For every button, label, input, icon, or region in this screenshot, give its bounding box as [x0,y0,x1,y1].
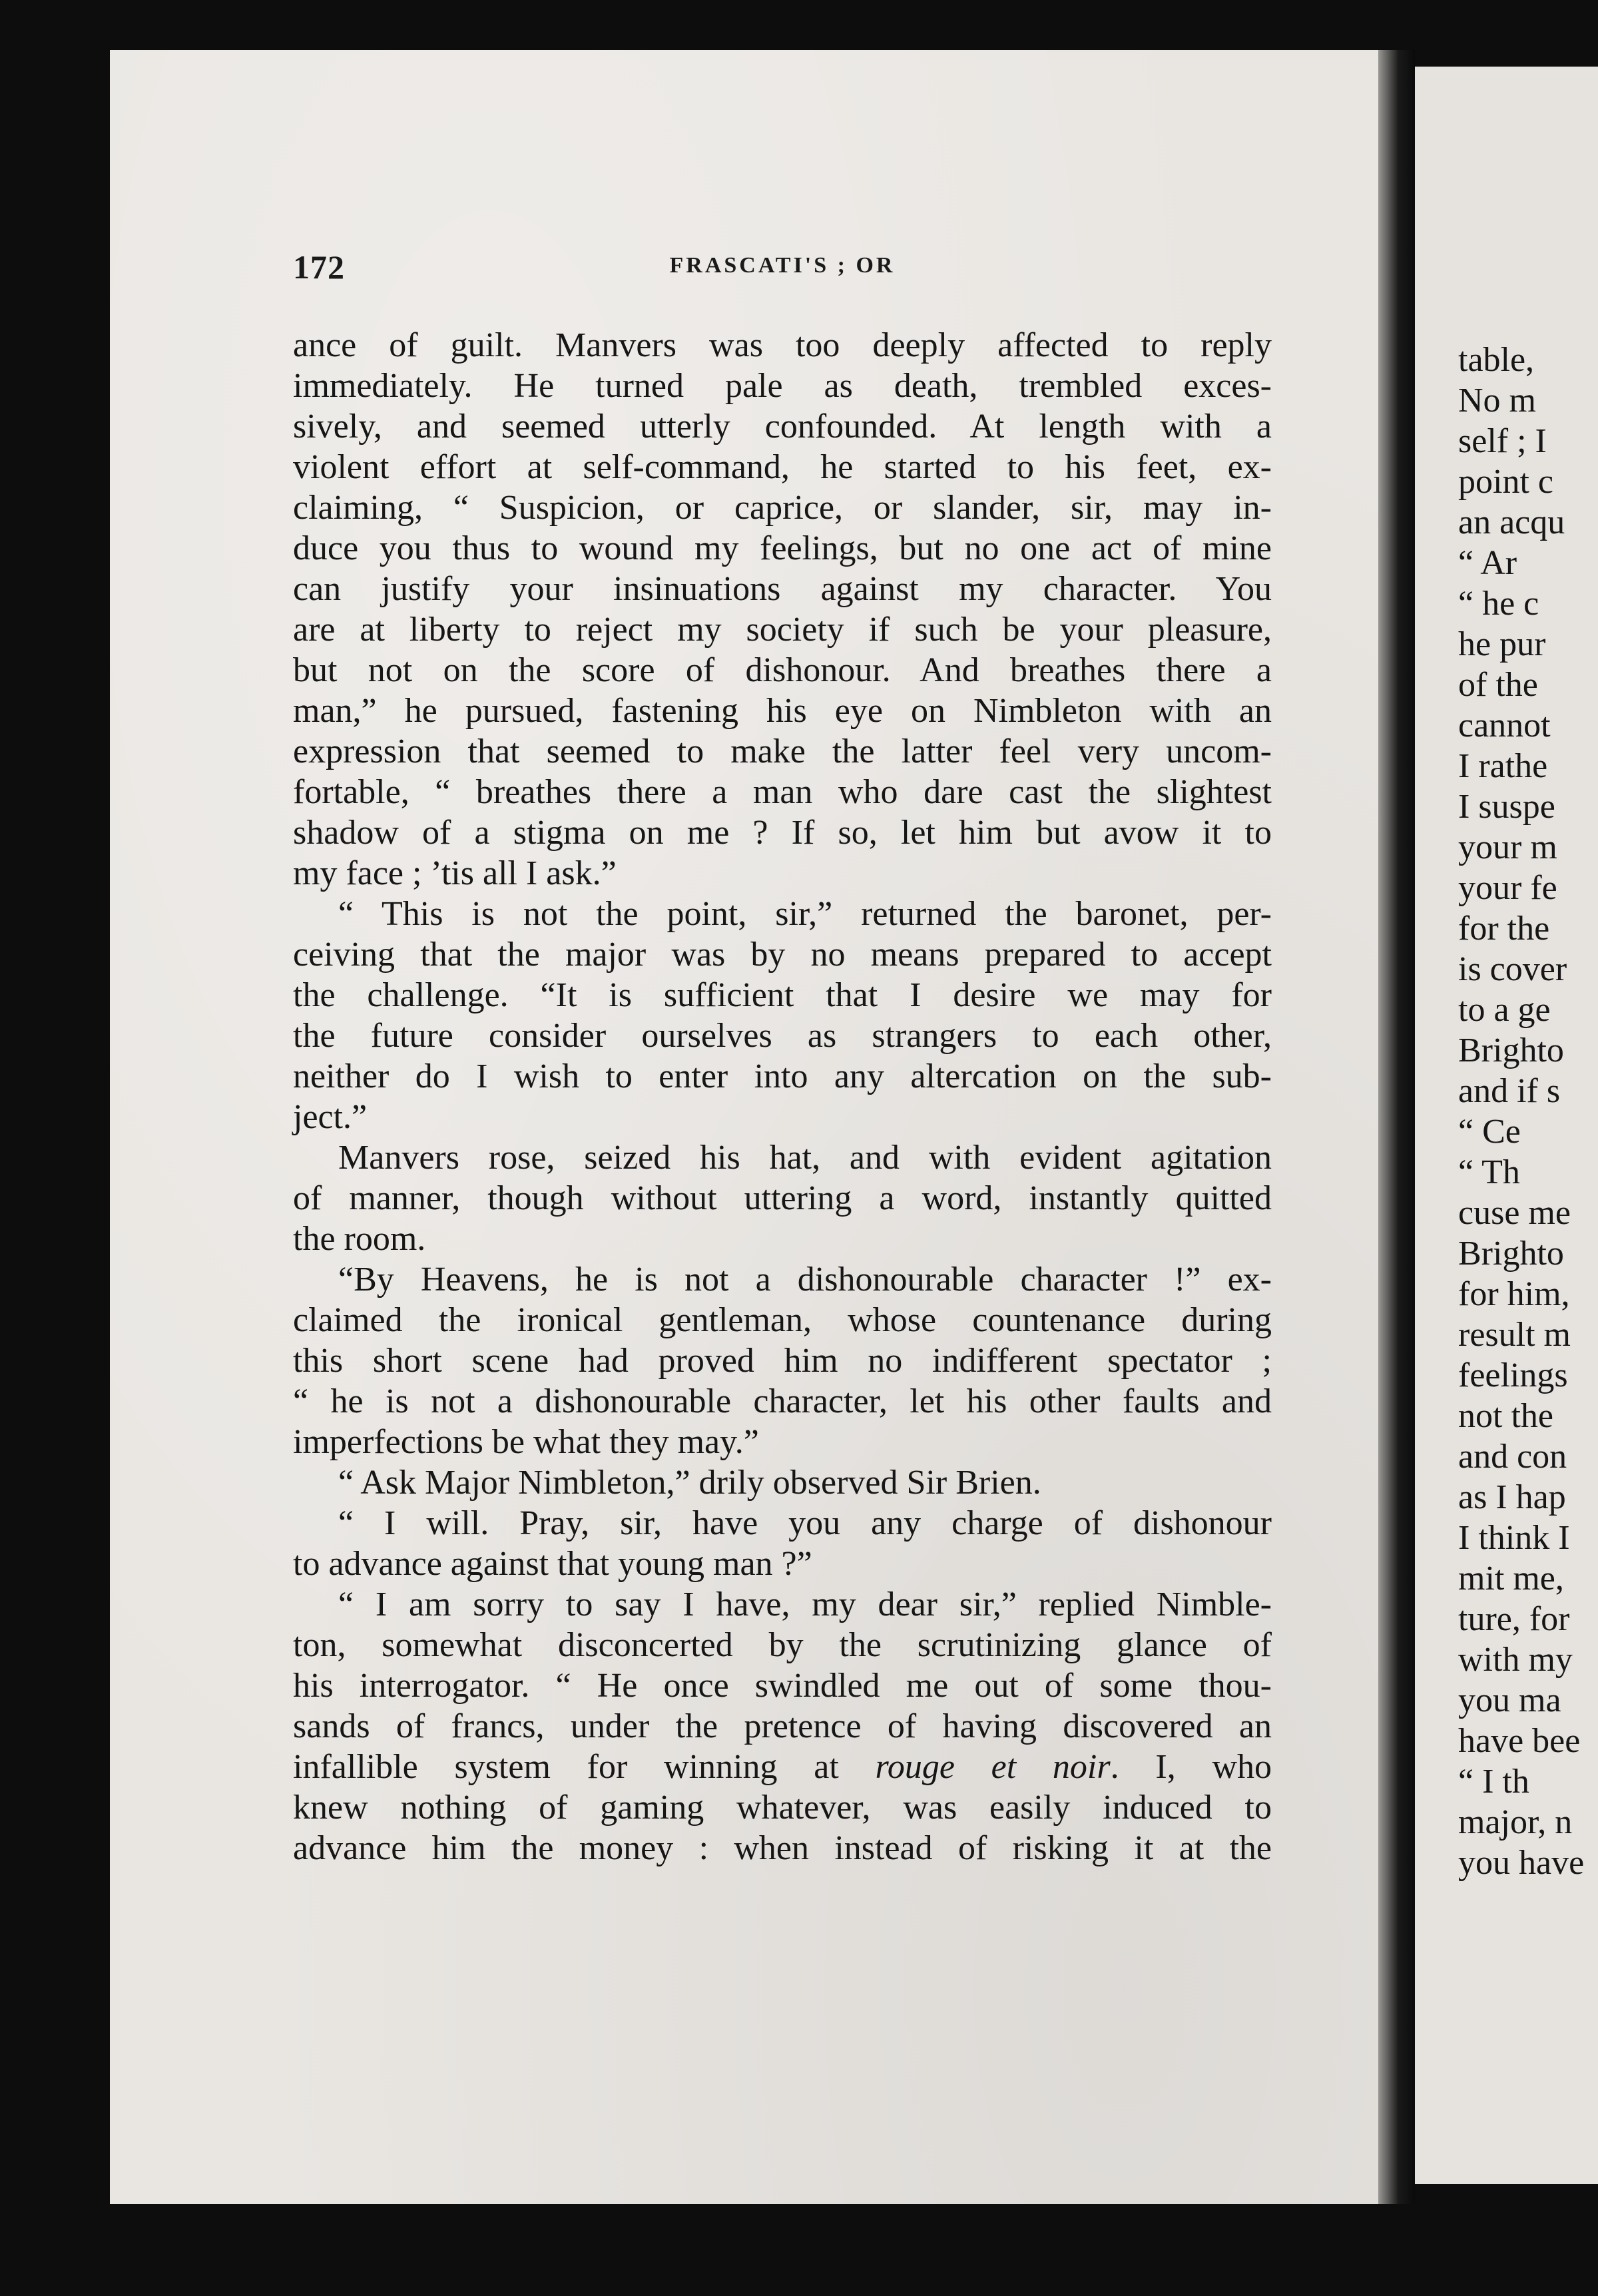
right-text-line: I suspe [1458,788,1555,826]
text-line [293,1747,1272,1787]
right-text-line: is cover [1458,950,1567,988]
body-text [293,325,1272,1868]
text-line: advance him the money : when instead of risking it at the [293,1829,1272,1867]
text-line: of manner, though without uttering a word, instantly quitted [293,1179,1272,1217]
text-line: man,” he pursued, fastening his eye on Nimbleton with an [293,692,1272,730]
right-text-line: point c [1458,463,1553,501]
right-text-line: cuse me [1458,1194,1571,1232]
right-text-line: “ he c [1458,585,1539,623]
book-gutter [1378,50,1415,2204]
text-line: the room. [293,1220,426,1258]
text-line: shadow of a stigma on me ? If so, let him but avow it to [293,814,1272,852]
text-line: but not on the score of dishonour. And breathes there a [293,651,1272,689]
italic-phrase: rouge et noir [875,1748,1111,1786]
text-line: my face ; ’tis all I ask.” [293,854,617,892]
right-text-line: “ I th [1458,1763,1529,1801]
text-line: claimed the ironical gentleman, whose countenance during [293,1301,1272,1339]
right-text-line: of the [1458,666,1538,704]
text-line: duce you thus to wound my feelings, but no one act of mine [293,529,1272,567]
text-line: the future consider ourselves as strangers to each other, [293,1017,1272,1055]
text-line: to advance against that young man ?” [293,1545,812,1583]
right-text-line: self ; I [1458,422,1547,460]
text-line: sands of francs, under the pretence of having discovered an [293,1707,1272,1745]
text-line: are at liberty to reject my society if such be your pleasure, [293,611,1272,649]
text-line: the challenge. “It is sufficient that I desire we may for [293,976,1272,1014]
text-line: Manvers rose, seized his hat, and with evident agitation [338,1139,1272,1177]
right-text-line: I think I [1458,1519,1570,1557]
text-line: ton, somewhat disconcerted by the scrutinizing glance of [293,1626,1272,1664]
right-text-line: as I hap [1458,1478,1566,1516]
right-text-line: your m [1458,828,1557,866]
text-line: violent effort at self-command, he started to his feet, ex- [293,448,1272,486]
right-text-line: Brighto [1458,1031,1564,1069]
right-text-line: ture, for [1458,1600,1570,1638]
right-text-line: “ Th [1458,1153,1520,1191]
right-text-line: for the [1458,910,1550,948]
text-line: this short scene had proved him no indifferent spectator ; [293,1342,1272,1380]
text-line: can justify your insinuations against my character. You [293,570,1272,608]
right-text-line: No m [1458,382,1536,420]
text-run: infallible system for winning at [293,1748,876,1786]
text-line: “ I will. Pray, sir, have you any charge of dishonour [338,1504,1272,1542]
right-text-line: I rathe [1458,747,1548,785]
text-line: “ Ask Major Nimbleton,” drily observed Sir Brien. [338,1464,1041,1502]
right-text-line: “ Ce [1458,1113,1521,1151]
text-line: sively, and seemed utterly confounded. At length with a [293,408,1272,445]
text-line: “ I am sorry to say I have, my dear sir,” replied Nimble- [338,1585,1272,1623]
right-text-line: an acqu [1458,503,1565,541]
text-line: “ he is not a dishonourable character, let his other faults and [293,1382,1272,1420]
text-line: “ This is not the point, sir,” returned the baronet, per- [338,895,1272,933]
right-page-text [1458,340,1598,1883]
text-line: ject.” [293,1098,368,1136]
text-line: immediately. He turned pale as death, trembled exces- [293,367,1272,405]
right-text-line: feelings [1458,1356,1568,1394]
right-text-line: he pur [1458,625,1546,663]
right-text-line: for him, [1458,1275,1570,1313]
page-header [293,248,1272,294]
right-text-line: you have [1458,1844,1585,1882]
right-text-line: “ Ar [1458,544,1517,582]
text-line: fortable, “ breathes there a man who dare cast the slightest [293,773,1272,811]
right-text-line: not the [1458,1397,1553,1435]
running-head: FRASCATI'S ; OR [669,253,896,278]
right-text-line: have bee [1458,1722,1581,1760]
right-text-line: result m [1458,1316,1571,1354]
right-text-line: you ma [1458,1681,1561,1719]
text-line: ceiving that the major was by no means prepared to accept [293,936,1272,974]
text-line: ance of guilt. Manvers was too deeply affected to reply [293,326,1272,364]
right-text-line: and if s [1458,1072,1561,1110]
page-number: 172 [293,248,345,286]
right-text-line: your fe [1458,869,1557,907]
right-text-line: with my [1458,1641,1573,1679]
text-line: neither do I wish to enter into any altercation on the sub- [293,1057,1272,1095]
right-text-line: Brighto [1458,1235,1564,1273]
text-line: his interrogator. “ He once swindled me out of some thou- [293,1667,1272,1705]
text-line: imperfections be what they may.” [293,1423,759,1461]
right-text-line: table, [1458,341,1535,379]
text-line: “By Heavens, he is not a dishonourable character !” ex- [338,1261,1272,1298]
right-text-line: major, n [1458,1803,1573,1841]
right-text-line: cannot [1458,707,1551,744]
text-line: knew nothing of gaming whatever, was easily induced to [293,1789,1272,1827]
text-line: claiming, “ Suspicion, or caprice, or slander, sir, may in- [293,489,1272,527]
text-run: . I, who [1110,1748,1272,1786]
text-line: expression that seemed to make the latter feel very uncom- [293,732,1272,770]
right-text-line: mit me, [1458,1560,1564,1597]
right-text-line: to a ge [1458,991,1551,1029]
right-text-line: and con [1458,1438,1567,1476]
